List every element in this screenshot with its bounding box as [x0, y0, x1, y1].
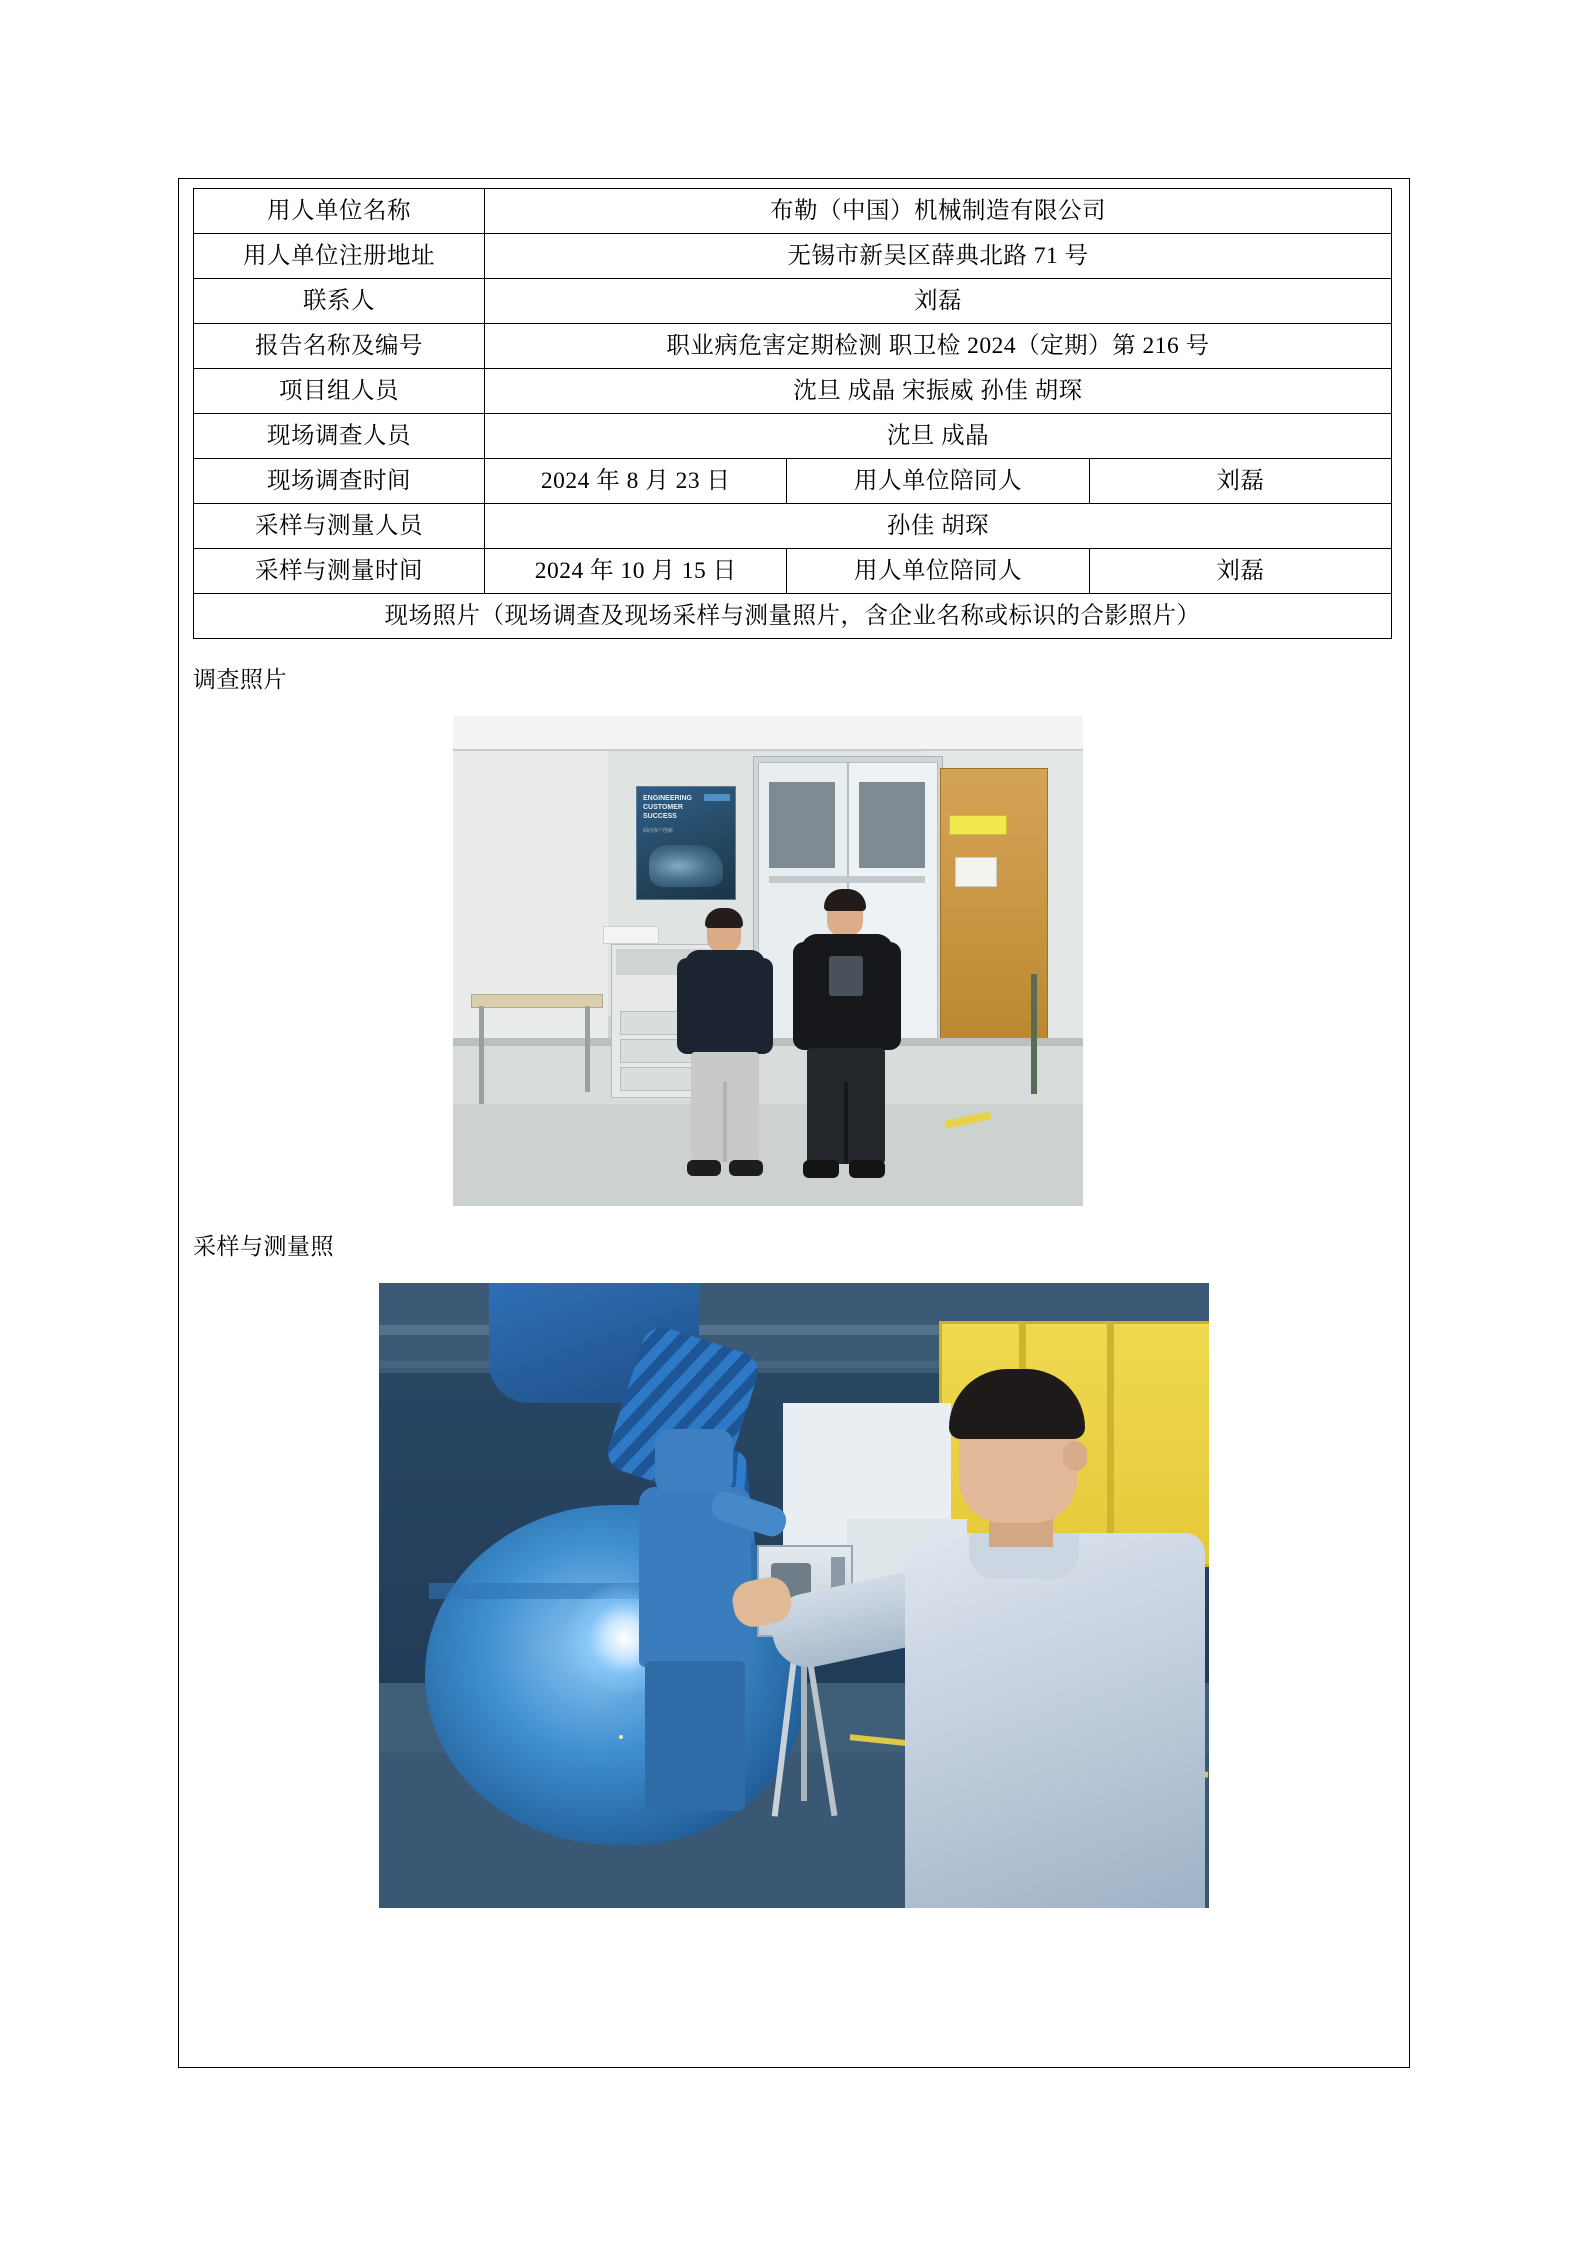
row-value-sampling-time: 2024 年 10 月 15 日: [485, 549, 787, 594]
row-value-sampling-staff: 孙佳 胡琛: [485, 504, 1392, 549]
row-value-contact-person: 刘磊: [485, 279, 1392, 324]
person-left-leg-gap: [723, 1082, 727, 1162]
table-row: [194, 279, 1392, 324]
table-row: [194, 504, 1392, 549]
door-window-right: [859, 782, 925, 868]
row-label-sampling-escort: 用人单位陪同人: [787, 549, 1089, 594]
person-right-shoe-right: [849, 1160, 885, 1178]
person-left-shoe-right: [729, 1160, 763, 1176]
door-window-left: [769, 782, 835, 868]
poster-subtitle: 面向客户创新: [643, 828, 674, 834]
row-value-report-name-number: 职业病危害定期检测 职卫检 2024（定期）第 216 号: [485, 324, 1392, 369]
person-right-leg-gap: [844, 1082, 848, 1164]
paper-stack: [603, 926, 659, 944]
row-value-survey-escort: 刘磊: [1089, 459, 1391, 504]
person-left-hair: [705, 908, 743, 928]
row-label-employer-name: 用人单位名称: [194, 189, 485, 234]
door-yellow-sign: [949, 815, 1007, 835]
table-row: [194, 414, 1392, 459]
photo-section-header: 现场照片（现场调查及现场采样与测量照片，含企业名称或标识的合影照片）: [194, 594, 1392, 639]
technician-hair: [949, 1369, 1085, 1439]
person-right: [791, 894, 903, 1184]
photo-ceiling: [453, 716, 1083, 750]
wall-poster: [636, 786, 736, 900]
person-left-shoe-left: [687, 1160, 721, 1176]
poster-machine-graphic: [649, 845, 723, 887]
person-right-shoe-left: [803, 1160, 839, 1178]
technician-ear: [1063, 1441, 1087, 1471]
row-label-sampling-time: 采样与测量时间: [194, 549, 485, 594]
person-left-shirt: [685, 950, 765, 1054]
table-row: [194, 549, 1392, 594]
table-row: [194, 234, 1392, 279]
person-left: [673, 912, 777, 1182]
poster-title: [643, 795, 692, 821]
row-label-survey-escort: 用人单位陪同人: [787, 459, 1089, 504]
row-label-survey-time: 现场调查时间: [194, 459, 485, 504]
table-row: [194, 324, 1392, 369]
document-content: [179, 179, 1409, 1908]
technician-shirt: [905, 1533, 1205, 1908]
poster-badge: [704, 794, 730, 801]
row-value-employer-name: 布勒（中国）机械制造有限公司: [485, 189, 1392, 234]
row-value-survey-staff: 沈旦 成晶: [485, 414, 1392, 459]
row-label-contact-person: 联系人: [194, 279, 485, 324]
row-label-project-team: 项目组人员: [194, 369, 485, 414]
poster-line-3: SUCCESS: [643, 812, 677, 820]
poster-line-1: ENGINEERING: [643, 795, 693, 802]
row-label-sampling-staff: 采样与测量人员: [194, 504, 485, 549]
row-value-registered-address: 无锡市新吴区薛典北路 71 号: [485, 234, 1392, 279]
row-label-registered-address: 用人单位注册地址: [194, 234, 485, 279]
table-row: [194, 189, 1392, 234]
table-row: [194, 369, 1392, 414]
caption-survey-photo: 调查照片: [193, 667, 287, 692]
sampling-technician: [849, 1365, 1209, 1908]
office-table: [471, 994, 603, 1008]
table-leg-left: [479, 1006, 484, 1104]
door-white-notice: [955, 857, 997, 887]
door-push-bar: [769, 876, 925, 883]
welder-helmet: [655, 1429, 733, 1493]
welder-legs: [645, 1661, 745, 1811]
sampling-measurement-photo: [379, 1283, 1209, 1908]
poster-line-2: CUSTOMER: [643, 803, 683, 811]
site-survey-info-table: [193, 188, 1392, 639]
person-right-shirt-graphic: [829, 956, 863, 996]
table-row: [194, 459, 1392, 504]
broom-handle: [1031, 974, 1037, 1094]
row-value-survey-time: 2024 年 8 月 23 日: [485, 459, 787, 504]
survey-photo: [453, 716, 1083, 1206]
row-label-survey-staff: 现场调查人员: [194, 414, 485, 459]
caption-sampling-photo: 采样与测量照: [193, 1234, 334, 1259]
row-label-report-name-number: 报告名称及编号: [194, 324, 485, 369]
table-row: [194, 594, 1392, 639]
row-value-sampling-escort: 刘磊: [1089, 549, 1391, 594]
photo-ceiling-line: [453, 749, 1083, 751]
row-value-project-team: 沈旦 成晶 宋振威 孙佳 胡琛: [485, 369, 1392, 414]
table-leg-right: [585, 1006, 590, 1092]
